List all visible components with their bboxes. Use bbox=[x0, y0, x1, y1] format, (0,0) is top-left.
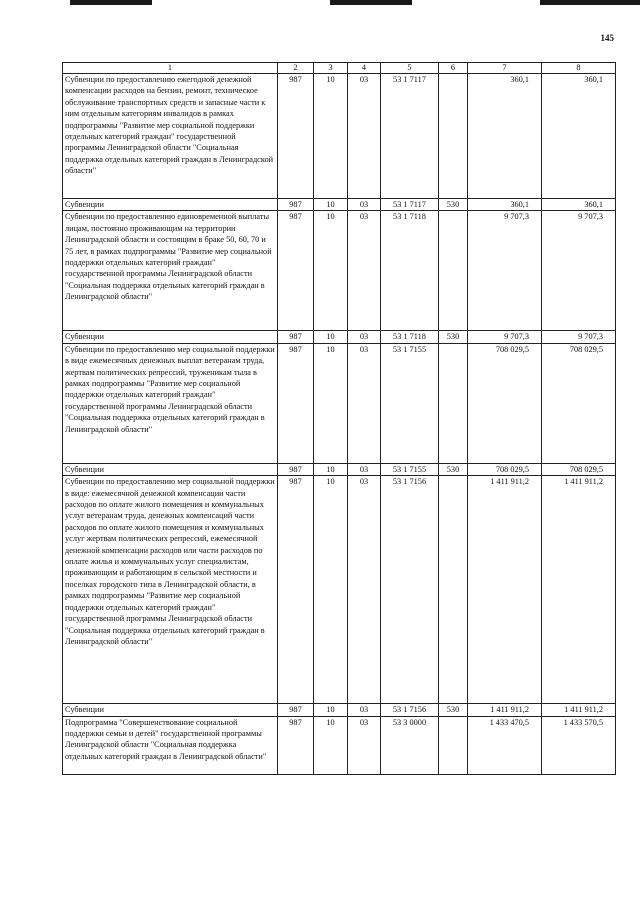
header-cell: 7 bbox=[468, 63, 542, 74]
target-article: 53 1 7118 bbox=[381, 211, 439, 331]
ministry-code: 987 bbox=[278, 463, 314, 475]
section-code: 10 bbox=[314, 476, 348, 704]
table-row bbox=[63, 211, 616, 331]
amount-b: 360,1 bbox=[542, 74, 616, 199]
amount-b: 9 707,3 bbox=[542, 211, 616, 331]
scan-artifact-bar bbox=[70, 0, 152, 5]
item-name: Субвенции по предоставлению ежегодной денежной компенсации расходов на бензин, ремонт, техническое обслуживание транспортных средств и запасные части к ним отдельным категориям инвалидов в рамках подпрограммы "Развитие мер социальной поддержки отдельных категорий граждан" государственной программы Ленинградской области "Социальная поддержка отдельных категорий граждан в Ленинградской области" bbox=[63, 74, 278, 199]
table-row bbox=[63, 716, 616, 774]
budget-table bbox=[62, 62, 616, 775]
expense-type: 530 bbox=[439, 199, 468, 211]
section-code: 10 bbox=[314, 343, 348, 463]
scan-artifact-bar bbox=[330, 0, 412, 5]
expense-type bbox=[439, 476, 468, 704]
table-row bbox=[63, 331, 616, 343]
section-code: 10 bbox=[314, 74, 348, 199]
table-header-row bbox=[63, 63, 616, 74]
scan-artifact-bar bbox=[540, 0, 640, 5]
section-code: 10 bbox=[314, 716, 348, 774]
subsection-code: 03 bbox=[348, 704, 381, 716]
item-name: Субвенции bbox=[63, 331, 278, 343]
amount-b: 1 411 911,2 bbox=[542, 704, 616, 716]
ministry-code: 987 bbox=[278, 716, 314, 774]
amount-a: 1 411 911,2 bbox=[468, 704, 542, 716]
target-article: 53 1 7118 bbox=[381, 331, 439, 343]
table-row bbox=[63, 74, 616, 199]
subsection-code: 03 bbox=[348, 343, 381, 463]
amount-a: 708 029,5 bbox=[468, 343, 542, 463]
amount-a: 1 411 911,2 bbox=[468, 476, 542, 704]
ministry-code: 987 bbox=[278, 211, 314, 331]
table-row bbox=[63, 199, 616, 211]
target-article: 53 1 7117 bbox=[381, 74, 439, 199]
header-cell: 6 bbox=[439, 63, 468, 74]
section-code: 10 bbox=[314, 211, 348, 331]
ministry-code: 987 bbox=[278, 74, 314, 199]
item-name: Субвенции bbox=[63, 704, 278, 716]
subsection-code: 03 bbox=[348, 211, 381, 331]
amount-a: 9 707,3 bbox=[468, 211, 542, 331]
expense-type bbox=[439, 343, 468, 463]
header-cell: 8 bbox=[542, 63, 616, 74]
subsection-code: 03 bbox=[348, 331, 381, 343]
subsection-code: 03 bbox=[348, 716, 381, 774]
item-name: Подпрограмма "Совершенствование социальной поддержки семьи и детей" государственной программы Ленинградской области "Социальная поддержка отдельных категорий граждан в Ленинградской области" bbox=[63, 716, 278, 774]
item-name: Субвенции по предоставлению мер социальной поддержки в виде ежемесячных денежных выплат ветеранам труда, жертвам политических репрессий, труженикам тыла в рамках подпрограммы "Развитие мер социальной поддержки отдельных категорий граждан" государственной программы Ленинградской области "Социальная поддержка отдельных категорий граждан в Ленинградской области" bbox=[63, 343, 278, 463]
amount-a: 360,1 bbox=[468, 199, 542, 211]
item-name: Субвенции по предоставлению единовременной выплаты лицам, постоянно проживающим на территории Ленинградской области и состоящим в браке 50, 60, 70 и 75 лет, в рамках подпрограммы "Развитие мер социальной поддержки отдельных категорий граждан" государственной программы Ленинградской области "Социальная поддержка отдельных категорий граждан в Ленинградской области" bbox=[63, 211, 278, 331]
header-cell: 3 bbox=[314, 63, 348, 74]
header-cell: 5 bbox=[381, 63, 439, 74]
ministry-code: 987 bbox=[278, 331, 314, 343]
subsection-code: 03 bbox=[348, 463, 381, 475]
table-row bbox=[63, 343, 616, 463]
amount-b: 1 433 570,5 bbox=[542, 716, 616, 774]
amount-b: 1 411 911,2 bbox=[542, 476, 616, 704]
expense-type bbox=[439, 716, 468, 774]
amount-a: 360,1 bbox=[468, 74, 542, 199]
header-cell: 1 bbox=[63, 63, 278, 74]
amount-a: 708 029,5 bbox=[468, 463, 542, 475]
expense-type: 530 bbox=[439, 704, 468, 716]
target-article: 53 3 0000 bbox=[381, 716, 439, 774]
target-article: 53 1 7155 bbox=[381, 463, 439, 475]
target-article: 53 1 7156 bbox=[381, 704, 439, 716]
item-name: Субвенции bbox=[63, 199, 278, 211]
section-code: 10 bbox=[314, 704, 348, 716]
subsection-code: 03 bbox=[348, 476, 381, 704]
target-article: 53 1 7156 bbox=[381, 476, 439, 704]
ministry-code: 987 bbox=[278, 704, 314, 716]
item-name: Субвенции по предоставлению мер социальной поддержки в виде: ежемесячной денежной компенсации части расходов по оплате жилого помещения и коммунальных услуг ветеранам труда, денежных компенсаций части расходов по оплате жилого помещения и коммунальных услуг жертвам политических репрессий, ежемесячной денежной компенсации расходов или части расходов по оплате жилья и коммунальных услуг специалистам, проживающим и работающим в сельской местности и поселках городского типа в Ленинградской области, в рамках подпрограммы "Развитие мер социальной поддержки отдельных категорий граждан" государственной программы Ленинградской области "Социальная поддержка отдельных категорий граждан в Ленинградской области" bbox=[63, 476, 278, 704]
ministry-code: 987 bbox=[278, 199, 314, 211]
item-name: Субвенции bbox=[63, 463, 278, 475]
subsection-code: 03 bbox=[348, 74, 381, 199]
ministry-code: 987 bbox=[278, 343, 314, 463]
amount-b: 9 707,3 bbox=[542, 331, 616, 343]
page-number: 145 bbox=[600, 33, 614, 43]
section-code: 10 bbox=[314, 331, 348, 343]
section-code: 10 bbox=[314, 199, 348, 211]
table-row bbox=[63, 463, 616, 475]
amount-b: 708 029,5 bbox=[542, 463, 616, 475]
amount-b: 360,1 bbox=[542, 199, 616, 211]
amount-b: 708 029,5 bbox=[542, 343, 616, 463]
expense-type: 530 bbox=[439, 463, 468, 475]
ministry-code: 987 bbox=[278, 476, 314, 704]
amount-a: 9 707,3 bbox=[468, 331, 542, 343]
expense-type bbox=[439, 211, 468, 331]
expense-type: 530 bbox=[439, 331, 468, 343]
expense-type bbox=[439, 74, 468, 199]
table-row bbox=[63, 704, 616, 716]
section-code: 10 bbox=[314, 463, 348, 475]
target-article: 53 1 7117 bbox=[381, 199, 439, 211]
subsection-code: 03 bbox=[348, 199, 381, 211]
amount-a: 1 433 470,5 bbox=[468, 716, 542, 774]
header-cell: 2 bbox=[278, 63, 314, 74]
table-row bbox=[63, 476, 616, 704]
target-article: 53 1 7155 bbox=[381, 343, 439, 463]
header-cell: 4 bbox=[348, 63, 381, 74]
